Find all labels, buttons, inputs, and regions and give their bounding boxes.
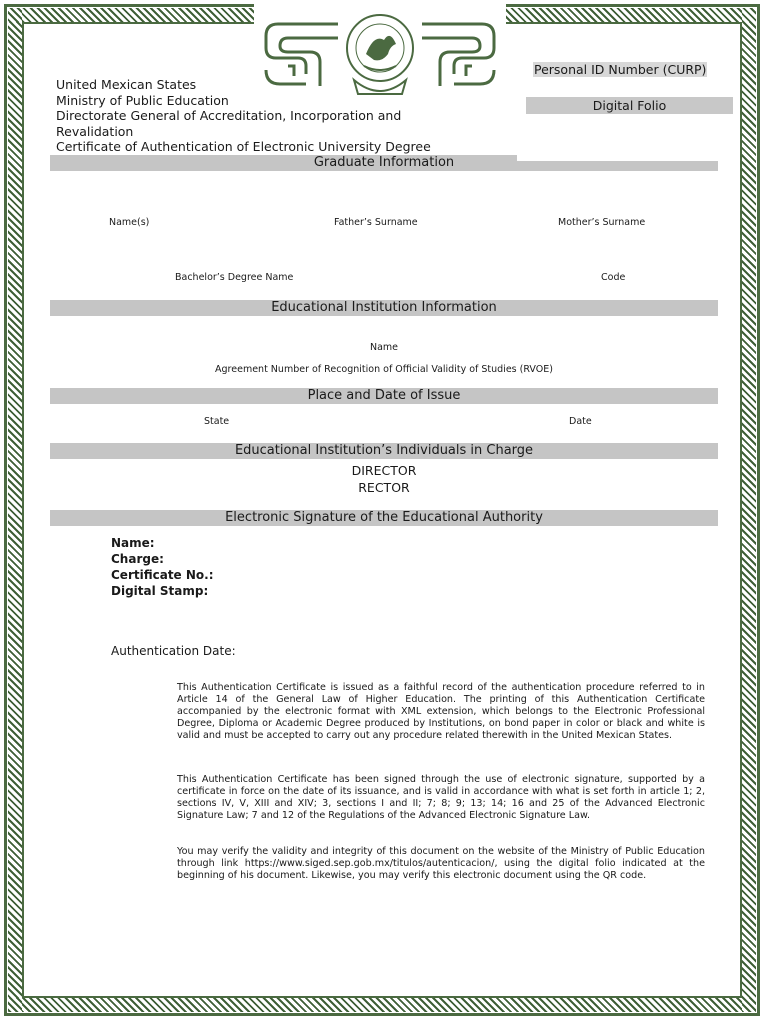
section-institution-information: Educational Institution Information [50, 300, 718, 316]
field-code: Code [601, 272, 626, 283]
legal-paragraph-3 [177, 846, 705, 882]
header-line-ministry: Ministry of Public Education [56, 92, 229, 108]
section-bar-notch [517, 155, 718, 161]
field-state: State [204, 416, 230, 427]
signature-fields [111, 535, 214, 599]
section-individuals-in-charge: Educational Institution’s Individuals in Charge [50, 443, 718, 459]
header-line-country: United Mexican States [56, 77, 197, 92]
header-line-directorate: Directorate General of Accreditation, Incorporation and [56, 108, 402, 123]
header-line-certificate: Certificate of Authentication of Electronic University Degree [56, 139, 431, 154]
field-date: Date [569, 416, 592, 427]
signature-certificate-label: Certificate No.: [111, 568, 214, 582]
legal-paragraph-2: This Authentication Certificate has been signed through the use of electronic signature, supported by a certificate in force on the date of its issuance, and is valid in accordance with what is set forth in article 1; 2, sections IV, V, XIII and XIV; 3, sections I and II; 7; 8; 9; 13; 14; 16 and 25 of the Advanced Electronic Signature Law; 7 and 12 of the Regulations of the Advanced Electronic Signature Law. [177, 774, 705, 821]
field-rvoe: Agreement Number of Recognition of Official Validity of Studies (RVOE) [215, 364, 553, 375]
section-electronic-signature: Electronic Signature of the Educational Authority [50, 510, 718, 526]
section-place-date: Place and Date of Issue [50, 388, 718, 404]
signature-stamp-label: Digital Stamp: [111, 584, 209, 598]
curp-label: Personal ID Number (CURP) [534, 62, 707, 77]
header-line-revalidation: Revalidation [56, 123, 134, 139]
field-names: Name(s) [109, 217, 150, 228]
paragraph-3-text-end: , using the digital folio indicated at the beginning of his document. Likewise, you may verify this electronic document using the QR code. [177, 858, 705, 881]
legal-paragraph-1: This Authentication Certificate is issued as a faithful record of the authentication procedure referred to in Article 14 of the General Law of Higher Education. The printing of this Authentication Certificate accompanied by the electronic format with XML extension, which belongs to the Electronic Professional Degree, Diploma or Academic Degree produced by Institutions, on bond paper in color or black and white is valid and must be accepted to carry out any procedure related therewith in the United Mexican States. [177, 682, 705, 741]
field-degree-name: Bachelor’s Degree Name [175, 272, 294, 283]
field-mother-surname: Mother’s Surname [558, 217, 646, 228]
field-father-surname: Father’s Surname [334, 217, 418, 228]
digital-folio-label: Digital Folio [526, 97, 733, 114]
field-institution-name: Name [369, 342, 399, 353]
verification-link[interactable]: https://www.siged.sep.gob.mx/titulos/autenticacion/ [244, 858, 495, 869]
role-director: DIRECTOR [351, 463, 417, 478]
role-rector: RECTOR [358, 480, 410, 495]
issuer-header [56, 77, 456, 155]
signature-name-label: Name: [111, 536, 155, 550]
section-graduate-information: Graduate Information [50, 155, 718, 171]
paragraph-3-text-start: You may verify the validity and integrity of this document on the website of the Ministry of Public Education through link [177, 846, 705, 869]
signature-charge-label: Charge: [111, 552, 164, 566]
individuals-roles [300, 462, 468, 496]
authentication-date-label: Authentication Date: [111, 644, 236, 658]
